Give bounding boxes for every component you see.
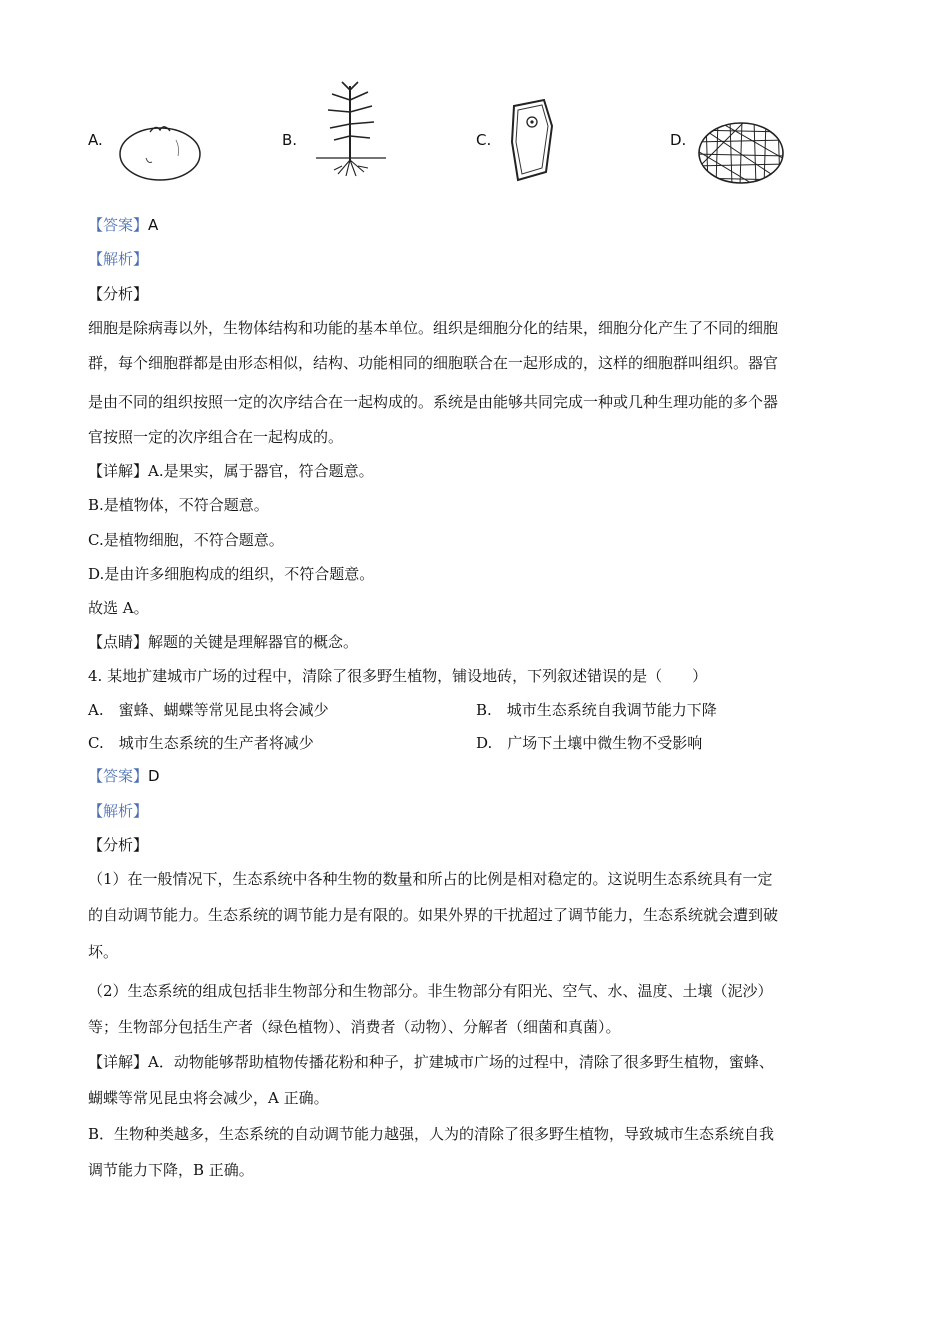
fenxi-tag: 【分析】 <box>88 285 149 303</box>
q4-detail-line: 蝴蝶等常见昆虫将会减少，A 正确。 <box>88 1089 329 1107</box>
q4-choice-c: C. 城市生态系统的生产者将减少 <box>88 734 314 752</box>
corn-plant-figure <box>312 80 390 178</box>
detail-tag: 【详解】 <box>88 1053 149 1071</box>
q4-detail-line <box>88 1052 774 1072</box>
analysis-tag: 【解析】 <box>88 802 149 820</box>
q3-detail-line: C.是植物细胞，不符合题意。 <box>88 531 284 549</box>
q3-fenxi-line: 是由不同的组织按照一定的次序结合在一起构成的。系统是由能够共同完成一种或几种生理功能的多个器 <box>88 393 779 411</box>
q4-answer-line <box>88 766 160 786</box>
tip-tag: 【点睛】 <box>88 633 149 651</box>
tissue-figure <box>696 120 786 186</box>
q3-detail-line <box>88 461 374 481</box>
q4-fenxi-line: 坏。 <box>88 943 119 961</box>
tip-text: 解题的关键是理解器官的概念。 <box>148 633 359 651</box>
q4-detail-line: 调节能力下降，B 正确。 <box>88 1161 254 1179</box>
answer-tag: 【答案】 <box>88 216 149 234</box>
q3-fenxi-line: 细胞是除病毒以外，生物体结构和功能的基本单位。组织是细胞分化的结果，细胞分化产生了不同的细胞 <box>88 319 779 337</box>
tomato-fruit-figure <box>116 118 206 184</box>
q3-answer-line <box>88 215 158 235</box>
detail-tag: 【详解】 <box>88 462 149 480</box>
q3-detail-line: D.是由许多细胞构成的组织，不符合题意。 <box>88 565 375 583</box>
q4-choice-b: B. 城市生态系统自我调节能力下降 <box>476 701 717 719</box>
detail-text: A.是果实，属于器官，符合题意。 <box>148 462 374 480</box>
q4-stem: 4. 某地扩建城市广场的过程中，清除了很多野生植物，铺设地砖，下列叙述错误的是（ ） <box>88 667 708 685</box>
detail-text: A．动物能够帮助植物传播花粉和种子，扩建城市广场的过程中，清除了很多野生植物，蜜蜂、 <box>148 1053 774 1071</box>
q4-detail-line: B．生物种类越多，生态系统的自动调节能力越强，人为的清除了很多野生植物，导致城市生态系统自我 <box>88 1125 775 1143</box>
option-c-label: C. <box>476 131 492 149</box>
q4-fenxi-line: 的自动调节能力。生态系统的调节能力是有限的。如果外界的干扰超过了调节能力，生态系统就会遭到破 <box>88 906 779 924</box>
analysis-tag: 【解析】 <box>88 250 149 268</box>
answer-tag: 【答案】 <box>88 767 149 785</box>
q3-conclusion: 故选 A。 <box>88 599 149 617</box>
answer-value: D <box>148 767 160 785</box>
answer-value: A <box>148 216 159 234</box>
q4-choice-d: D. 广场下土壤中微生物不受影响 <box>476 734 703 752</box>
q3-detail-line: B.是植物体，不符合题意。 <box>88 496 269 514</box>
plant-cell-figure <box>504 96 560 184</box>
fenxi-tag: 【分析】 <box>88 836 149 854</box>
q4-fenxi-line: 等；生物部分包括生产者（绿色植物）、消费者（动物）、分解者（细菌和真菌）。 <box>88 1018 621 1036</box>
q4-fenxi-line: （1）在一般情况下，生态系统中各种生物的数量和所占的比例是相对稳定的。这说明生态系统具有一定 <box>88 870 773 888</box>
option-d-label: D. <box>670 131 687 149</box>
q4-fenxi-line: （2）生态系统的组成包括非生物部分和生物部分。非生物部分有阳光、空气、水、温度、土壤（泥沙） <box>88 982 773 1000</box>
option-b-label: B. <box>282 131 298 149</box>
option-a-label: A. <box>88 131 103 149</box>
q3-tip-line <box>88 632 358 652</box>
q3-fenxi-line: 官按照一定的次序组合在一起构成的。 <box>88 428 344 446</box>
q3-fenxi-line: 群，每个细胞群都是由形态相似，结构、功能相同的细胞联合在一起形成的，这样的细胞群叫组织。器官 <box>88 354 779 372</box>
q4-choice-a: A. 蜜蜂、蝴蝶等常见昆虫将会减少 <box>88 701 329 719</box>
